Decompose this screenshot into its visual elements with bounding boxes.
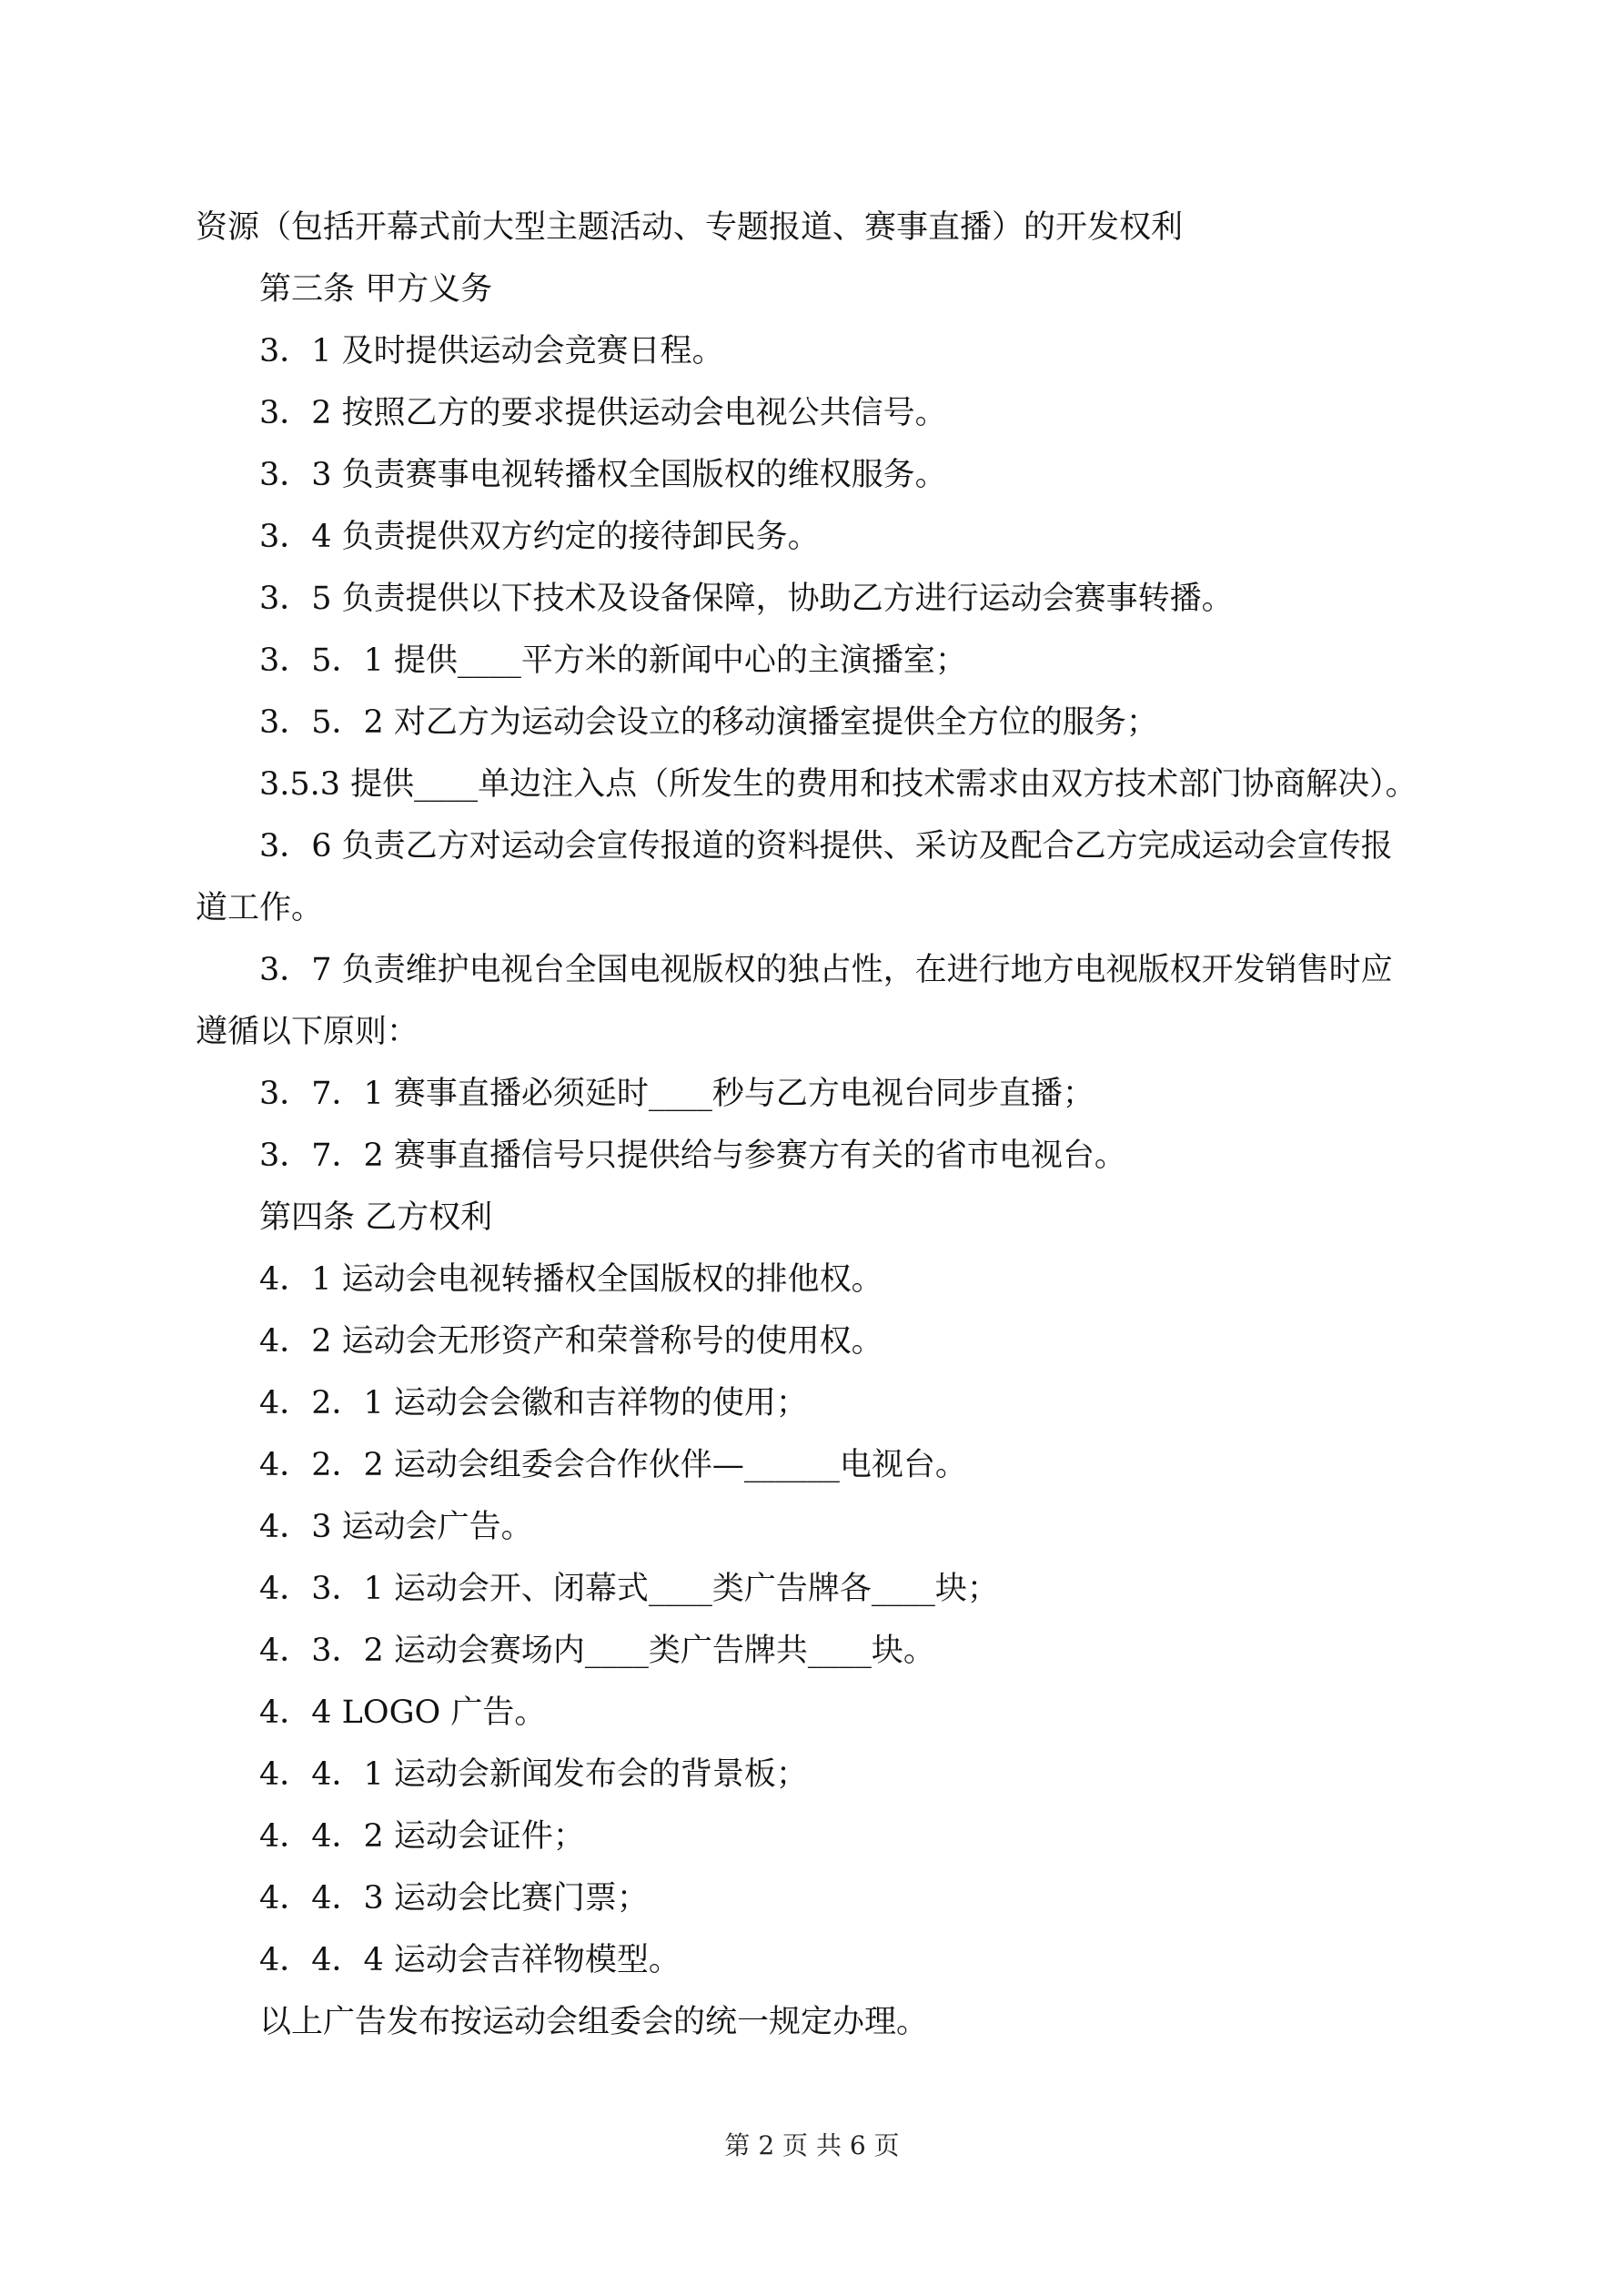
text-line: 4．3．2 运动会赛场内____类广告牌共____块。 [259, 1633, 935, 1669]
text-line: 3．3 负责赛事电视转播权全国版权的维权服务。 [259, 457, 947, 493]
text-line: 4．1 运动会电视转播权全国版权的排他权。 [259, 1261, 883, 1298]
text-line: 4．2．2 运动会组委会合作伙伴—______电视台。 [259, 1447, 967, 1483]
text-line: 3．7．2 赛事直播信号只提供给与参赛方有关的省市电视台。 [259, 1138, 1126, 1174]
text-line: 4．4．1 运动会新闻发布会的背景板； [259, 1756, 808, 1793]
text-line: 3．7．1 赛事直播必须延时____秒与乙方电视台同步直播； [259, 1076, 1094, 1112]
text-line: 3．7 负责维护电视台全国电视版权的独占性，在进行地方电视版权开发销售时应 [259, 952, 1393, 988]
section-heading: 第三条 甲方义务 [259, 271, 493, 308]
text-line: 3．5．1 提供____平方米的新闻中心的主演播室； [259, 642, 967, 679]
text-line: 4．3 运动会广告。 [259, 1509, 533, 1545]
text-line: 4．3．1 运动会开、闭幕式____类广告牌各____块； [259, 1571, 999, 1607]
text-line: 4．4．4 运动会吉祥物模型。 [259, 1942, 681, 1978]
text-line: 4．2．1 运动会会徽和吉祥物的使用； [259, 1385, 808, 1421]
text-line: 3．4 负责提供双方约定的接待卸民务。 [259, 519, 820, 555]
text-line: 3.5.3 提供____单边注入点（所发生的费用和技术需求由双方技术部门协商解决）。 [259, 766, 1417, 803]
text-line: 遵循以下原则： [196, 1014, 419, 1050]
section-heading: 第四条 乙方权利 [259, 1199, 493, 1236]
text-line: 3．5．2 对乙方为运动会设立的移动演播室提供全方位的服务； [259, 704, 1158, 741]
text-line: 以上广告发布按运动会组委会的统一规定办理。 [259, 2004, 929, 2040]
text-line: 资源（包括开幕式前大型主题活动、专题报道、赛事直播）的开发权利 [196, 209, 1184, 246]
text-line: 3．6 负责乙方对运动会宣传报道的资料提供、采访及配合乙方完成运动会宣传报 [259, 828, 1393, 865]
page-footer: 第 2 页 共 6 页 [724, 2130, 900, 2160]
text-line: 3．5 负责提供以下技术及设备保障，协助乙方进行运动会赛事转播。 [259, 581, 1234, 617]
text-line: 3．1 及时提供运动会竞赛日程。 [259, 333, 724, 369]
text-line: 4．2 运动会无形资产和荣誉称号的使用权。 [259, 1323, 883, 1360]
text-line: 4．4 LOGO 广告。 [259, 1694, 547, 1731]
text-line: 道工作。 [196, 890, 324, 926]
text-line: 4．4．3 运动会比赛门票； [259, 1880, 649, 1917]
text-line: 4．4．2 运动会证件； [259, 1818, 585, 1855]
text-line: 3．2 按照乙方的要求提供运动会电视公共信号。 [259, 395, 947, 431]
